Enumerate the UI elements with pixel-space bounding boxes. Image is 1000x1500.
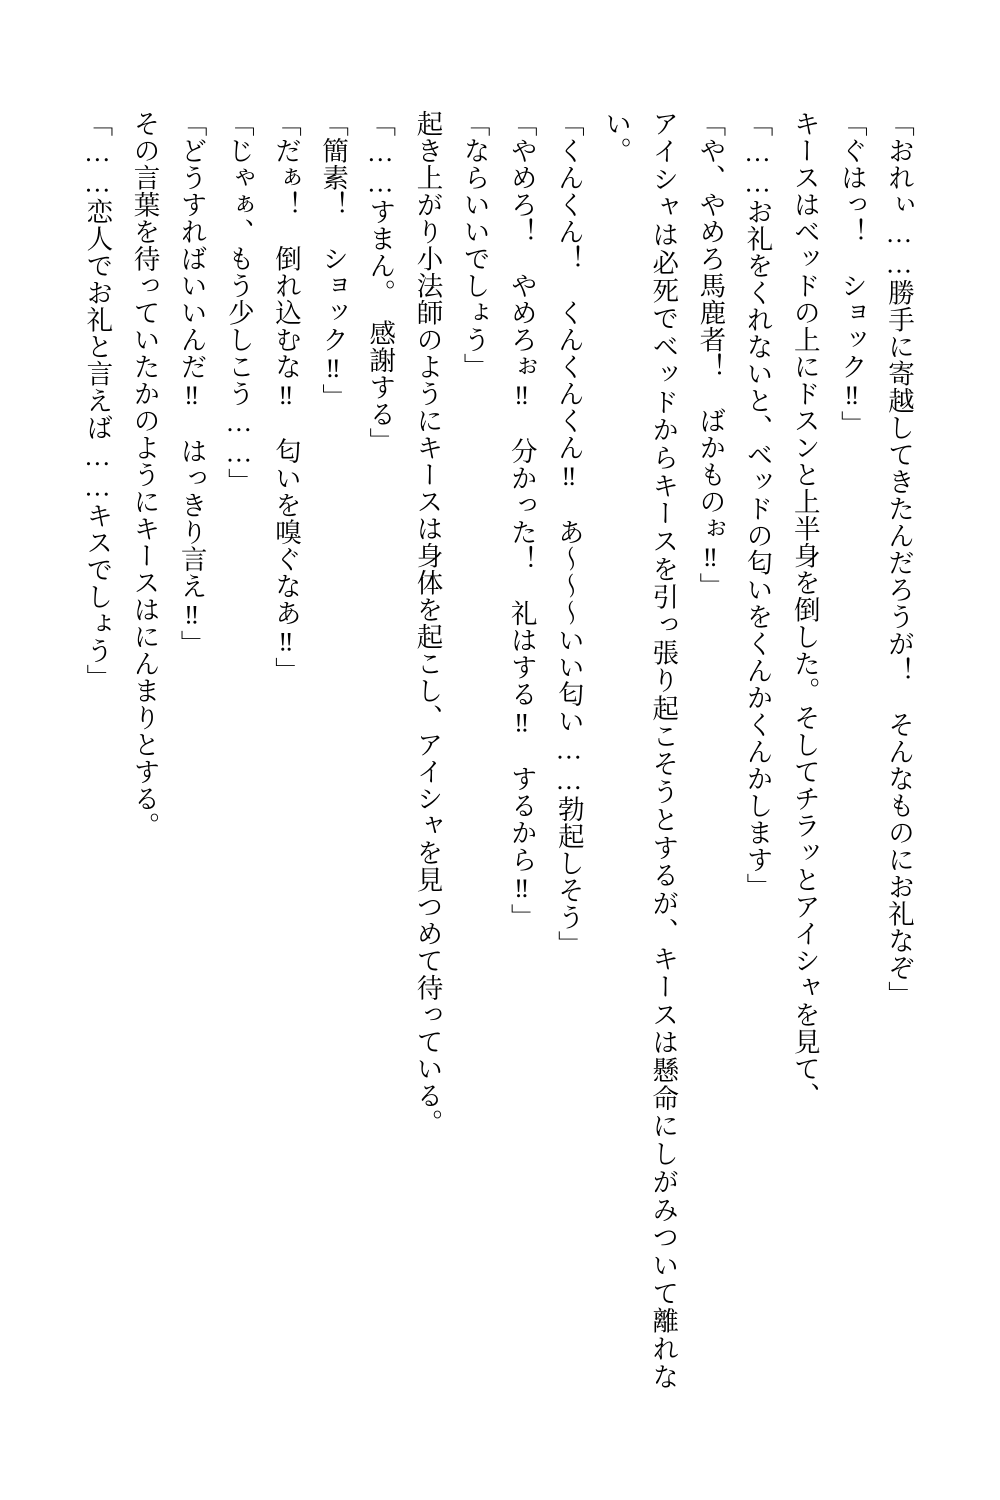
text-line: 「くんくん！ くんくんくん‼ あ～～～いい匂い……勃起しそう」 — [553, 110, 584, 958]
text-line: 「おれぃ……勝手に寄越してきたんだろうが！ そんなものにお礼なぞ」 — [884, 110, 914, 1008]
text-line: 「だぁ！ 倒れ込むな‼ 匂いを嗅ぐなあ‼」 — [270, 110, 301, 684]
vertical-text-body — [62, 110, 922, 1390]
text-line: 「……すまん。 感謝する」 — [365, 110, 396, 455]
text-line: 「……お礼をくれないと、ベッドの匂いをくんかくんかします」 — [742, 110, 773, 900]
text-line: 「ぐはっ！ ショック‼」 — [836, 110, 867, 438]
text-line: 「簡素！ ショック‼」 — [318, 110, 349, 411]
text-line: アイシャは必死でベッドからキースを引っ張り起こそうとするが、キースは懸命にしがみついて離れない。 — [601, 110, 679, 1390]
text-line: その言葉を待っていたかのようにキースはにんまりとする。 — [129, 110, 160, 839]
text-line: 「どうすればいいんだ‼ はっきり言え‼」 — [176, 110, 207, 657]
text-line: 「じゃぁ、もう少しこう……」 — [223, 110, 254, 495]
text-line: 起き上がり小法師のようにキースは身体を起こし、アイシャを見つめて待っている。 — [412, 110, 443, 1136]
text-line: 「や、やめろ馬鹿者！ ばかものぉ‼」 — [695, 110, 726, 600]
text-line: 「ならいいでしょう」 — [459, 110, 490, 380]
text-line: 「……恋人でお礼と言えば……キスでしょう」 — [82, 110, 113, 691]
text-line: キースはベッドの上にドスンと上半身を倒した。そしてチラッとアイシャを見て、 — [789, 110, 820, 1109]
text-line: 「やめろ！ やめろぉ‼ 分かった！ 礼はする‼ するから‼」 — [506, 110, 537, 931]
